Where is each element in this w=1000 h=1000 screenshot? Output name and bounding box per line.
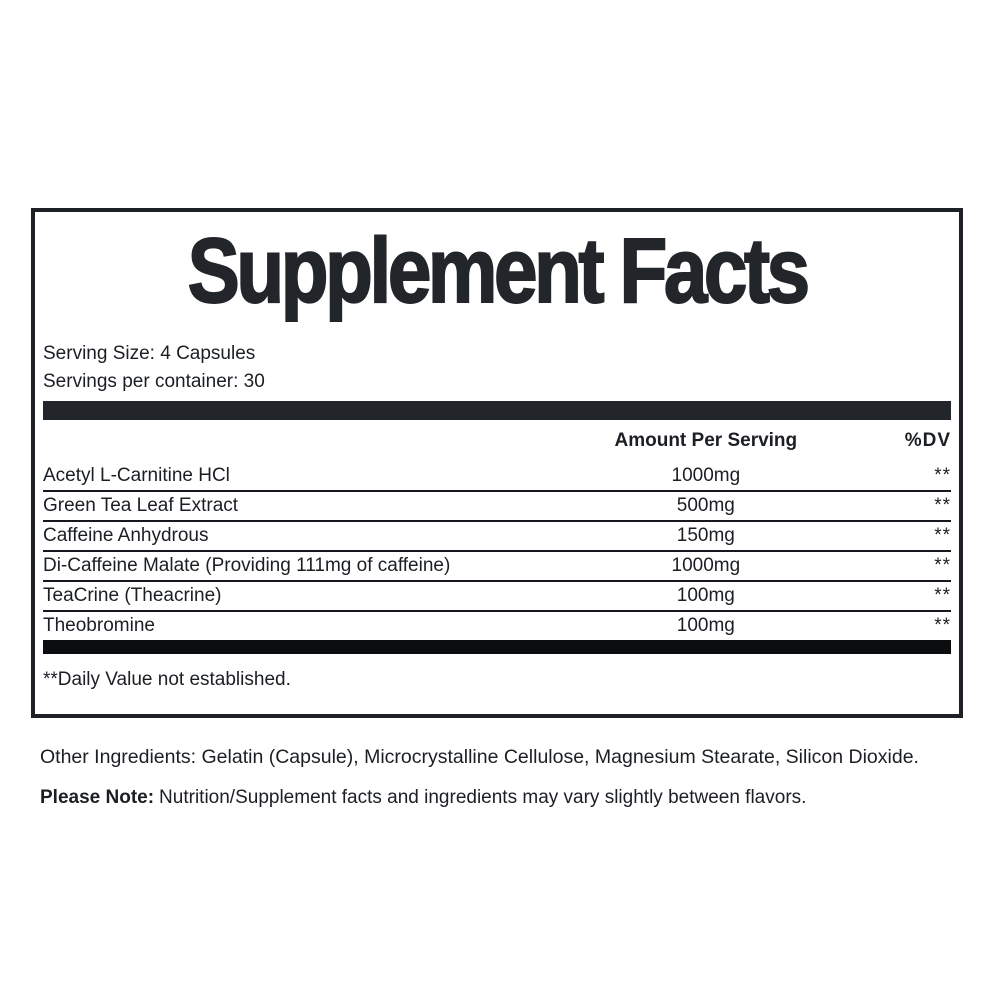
header-ingredient [43,420,579,462]
please-note-text: Nutrition/Supplement facts and ingredients may vary slightly between flavors. [159,787,807,808]
table-row [43,491,951,521]
ingredient-name: Green Tea Leaf Extract [43,491,579,521]
ingredient-amount: 100mg [676,615,735,636]
serving-size: Serving Size: 4 Capsules [43,343,256,364]
table-row [43,611,951,640]
ingredient-dv: ** [833,551,951,581]
please-note [40,785,970,811]
thick-divider-bottom [43,640,951,654]
ingredient-dv: ** [833,521,951,551]
please-note-label: Please Note: [40,787,155,808]
other-ingredients: Other Ingredients: Gelatin (Capsule), Microcrystalline Cellulose, Magnesium Stearate, Silicon Dioxide. [40,745,919,768]
ingredient-dv: ** [833,491,951,521]
ingredient-name: TeaCrine (Theacrine) [43,581,579,611]
ingredient-amount: 150mg [579,521,833,551]
table-row [43,551,951,581]
ingredient-amount: 1000mg [579,551,833,581]
panel-title-row [43,220,951,322]
table-row [43,462,951,491]
thick-divider-top [43,401,951,420]
ingredient-dv: ** [934,615,951,636]
ingredient-amount: 500mg [579,491,833,521]
daily-value-footnote: **Daily Value not established. [43,669,291,690]
serving-info [43,340,951,396]
ingredient-name: Theobromine [43,615,155,636]
header-percent-dv: %DV [904,430,951,451]
ingredient-name: Caffeine Anhydrous [43,521,579,551]
table-header-row [43,420,951,462]
ingredient-amount: 100mg [579,581,833,611]
ingredient-name: Acetyl L-Carnitine HCl [43,462,579,491]
panel-title: Supplement Facts [187,220,807,322]
table-row [43,581,951,611]
table-row [43,521,951,551]
header-amount-per-serving: Amount Per Serving [614,430,798,451]
ingredients-table [43,420,951,640]
ingredient-dv: ** [833,462,951,491]
servings-per-container: Servings per container: 30 [43,371,265,392]
supplement-facts-panel [31,208,963,718]
ingredient-amount: 1000mg [579,462,833,491]
ingredient-dv: ** [833,581,951,611]
ingredient-name: Di-Caffeine Malate (Providing 111mg of caffeine) [43,551,579,581]
